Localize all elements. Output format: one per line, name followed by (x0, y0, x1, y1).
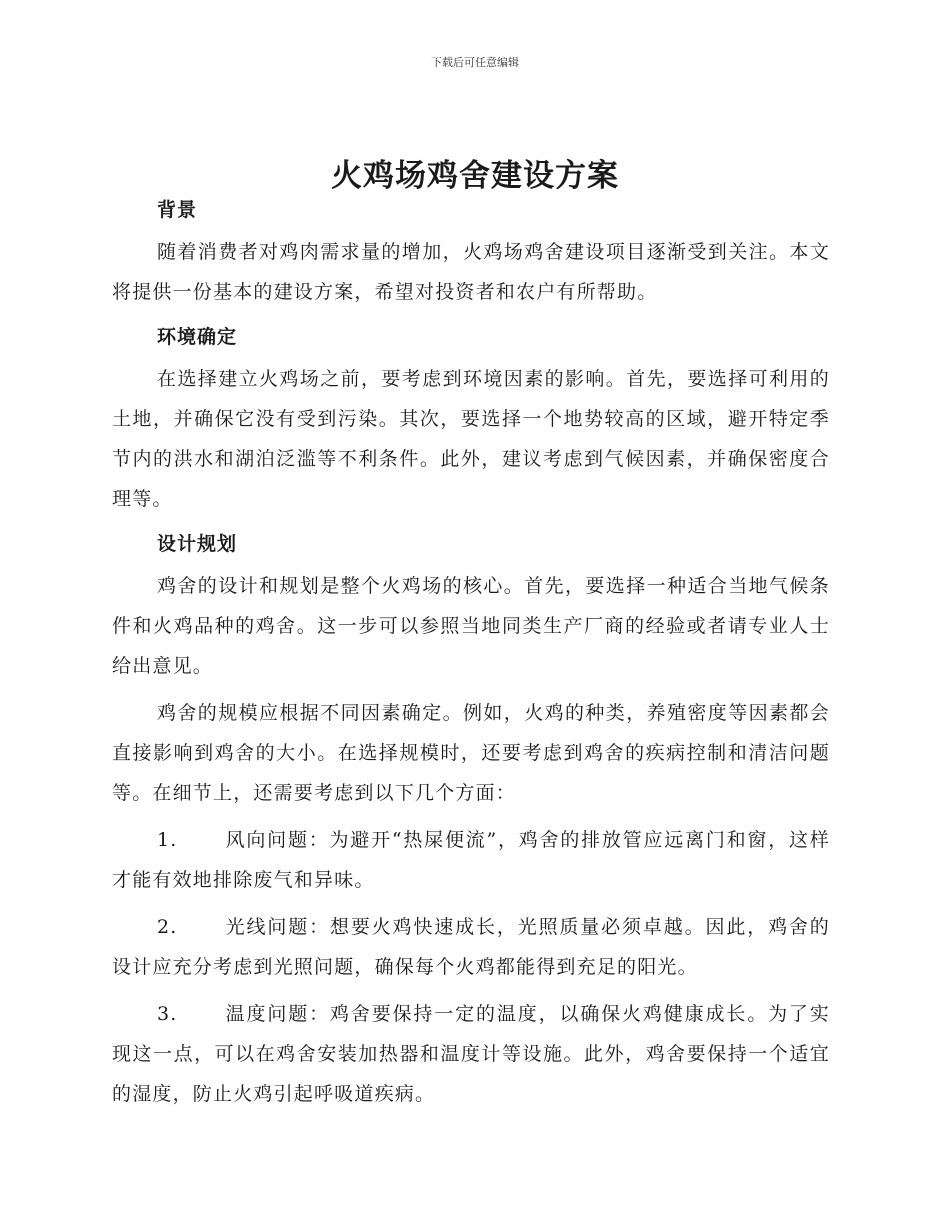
list-item-number: 3. (157, 1003, 178, 1025)
section-heading-environment: 环境确定 (157, 326, 238, 348)
design-paragraph-2: 鸡舍的规模应根据不同因素确定。例如，火鸡的种类，养殖密度等因素都会直接影响到鸡舍的大小。在选择规模时，还要考虑到鸡舍的疾病控制和清洁问题等。在细节上，还需要考虑到以下几个方面： (112, 702, 830, 804)
section-heading-background: 背景 (157, 199, 198, 221)
document-title: 火鸡场鸡舍建设方案 (331, 158, 619, 194)
list-item (112, 820, 830, 900)
environment-paragraph: 在选择建立火鸡场之前，要考虑到环境因素的影响。首先，要选择可利用的土地，并确保它没有受到污染。其次，要选择一个地势较高的区域，避开特定季节内的洪水和湖泊泛滥等不利条件。此外，建议考虑到气候因素，并确保密度合理等。 (112, 368, 830, 510)
list-item-number: 1. (157, 829, 178, 851)
list-item-text: 温度问题：鸡舍要保持一定的温度，以确保火鸡健康成长。为了实现这一点，可以在鸡舍安装加热器和温度计等设施。此外，鸡舍要保持一个适宜的湿度，防止火鸡引起呼吸道疾病。 (112, 1003, 830, 1105)
list-item-number: 2. (157, 916, 178, 938)
document-body (112, 195, 830, 1114)
header-note: 下载后可任意编辑 (431, 56, 519, 69)
section-heading-design: 设计规划 (157, 533, 238, 555)
design-paragraph-1: 鸡舍的设计和规划是整个火鸡场的核心。首先，要选择一种适合当地气候条件和火鸡品种的鸡舍。这一步可以参照当地同类生产厂商的经验或者请专业人士给出意见。 (112, 575, 830, 677)
list-item (112, 994, 830, 1114)
background-paragraph: 随着消费者对鸡肉需求量的增加，火鸡场鸡舍建设项目逐渐受到关注。本文将提供一份基本的建设方案，希望对投资者和农户有所帮助。 (112, 241, 830, 303)
list-item-text: 风向问题：为避开“热屎便流”，鸡舍的排放管应远离门和窗，这样才能有效地排除废气和异味。 (112, 829, 830, 891)
list-item (112, 907, 830, 987)
list-item-text: 光线问题：想要火鸡快速成长，光照质量必须卓越。因此，鸡舍的设计应充分考虑到光照问题，确保每个火鸡都能得到充足的阳光。 (112, 916, 830, 978)
